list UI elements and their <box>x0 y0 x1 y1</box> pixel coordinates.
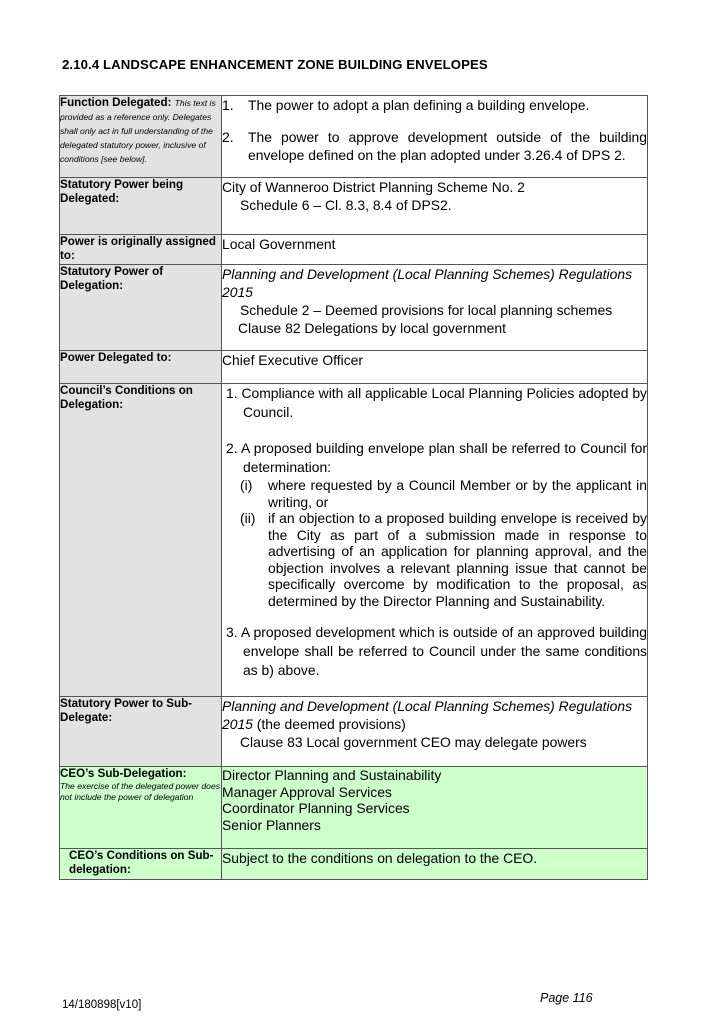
sub-item-number: (ii) <box>240 510 256 526</box>
function-label-cell <box>60 96 222 178</box>
conditions-label: Council’s Conditions on Delegation: <box>60 384 222 697</box>
row-council-conditions <box>60 384 648 697</box>
page-number: Page 116 <box>540 991 593 1005</box>
row-power-delegated-to <box>60 351 648 384</box>
originally-assigned-label: Power is originally assigned to: <box>60 235 222 265</box>
sub-delegate-label: Statutory Power to Sub-Delegate: <box>60 697 222 767</box>
sub-delegate-item: Manager Approval Services <box>222 783 392 800</box>
ceo-sub-note: The exercise of the delegated power does not include the power of delegation <box>60 781 221 803</box>
function-label: Function Delegated: <box>60 96 172 109</box>
ceo-conditions-label: CEO’s Conditions on Sub-delegation: <box>60 849 222 880</box>
conditions-value-cell <box>222 384 648 697</box>
sub-item-text: where requested by a Council Member or by the applicant in writing, or <box>268 477 647 510</box>
clause-line: Clause 82 Delegations by local government <box>238 320 506 336</box>
condition-2-sub-item <box>240 510 647 609</box>
row-sub-delegate-power <box>60 697 648 767</box>
delegated-to-value: Chief Executive Officer <box>222 351 648 384</box>
item-number: 1. <box>222 97 234 113</box>
ceo-conditions-value: Subject to the conditions on delegation to the CEO. <box>222 849 648 880</box>
delegated-to-label: Power Delegated to: <box>60 351 222 384</box>
condition-2: 2. A proposed building envelope plan shall be referred to Council for determination: <box>226 440 647 475</box>
regulation-title: Planning and Development (Local Planning Schemes) Regulations 2015 <box>222 266 633 300</box>
delegation-table <box>59 95 648 880</box>
function-item <box>222 128 647 164</box>
sub-delegate-regulation <box>222 697 647 733</box>
sub-delegate-item: Senior Planners <box>222 816 321 833</box>
item-text: The power to approve development outside of the building envelope defined on the plan adopted under 3.26.4 of DPS 2. <box>248 129 647 163</box>
sub-delegate-value-cell <box>222 697 648 767</box>
function-item <box>222 96 647 114</box>
sub-delegate-item: Director Planning and Sustainability <box>222 767 442 783</box>
ceo-sub-value-cell <box>222 767 648 849</box>
ceo-sub-label-cell <box>60 767 222 849</box>
condition-1: 1. Compliance with all applicable Local Planning Policies adopted by Council. <box>226 385 647 420</box>
regulation-title: Planning and Development (Local Planning Schemes) Regulations 2015 <box>222 698 633 732</box>
statutory-power-label: Statutory Power being Delegated: <box>60 178 222 235</box>
row-originally-assigned <box>60 235 648 265</box>
scheme-name: City of Wanneroo District Planning Scheme No. 2 <box>222 179 525 195</box>
power-of-delegation-value-cell <box>222 265 648 351</box>
section-heading: 2.10.4 LANDSCAPE ENHANCEMENT ZONE BUILDING ENVELOPES <box>62 57 488 72</box>
regulation-suffix: (the deemed provisions) <box>252 716 406 732</box>
schedule-line: Schedule 2 – Deemed provisions for local planning schemes <box>240 302 613 318</box>
clause-line: Clause 83 Local government CEO may delegate powers <box>240 734 587 750</box>
ceo-sub-label: CEO’s Sub-Delegation: <box>60 767 187 780</box>
condition-3: 3. A proposed development which is outside of an approved building envelope shall be referred to Council under the same conditions as b) above. <box>226 624 647 678</box>
row-ceo-conditions <box>60 849 648 880</box>
function-value-cell <box>222 96 648 178</box>
scheme-clause: Schedule 6 – Cl. 8.3, 8.4 of DPS2. <box>240 197 452 213</box>
function-note: This text is provided as a reference only. Delegates shall only act in full understanding of the delegated statutory power, inclusive of conditions [see below]. <box>60 98 216 164</box>
row-ceo-sub-delegation <box>60 767 648 849</box>
document-reference: 14/180898[v10] <box>62 999 142 1011</box>
originally-assigned-value: Local Government <box>222 235 648 265</box>
row-power-of-delegation <box>60 265 648 351</box>
row-statutory-power <box>60 178 648 235</box>
sub-item-number: (i) <box>240 477 253 493</box>
statutory-power-value-cell <box>222 178 648 235</box>
power-of-delegation-label: Statutory Power of Delegation: <box>60 265 222 351</box>
row-function-delegated <box>60 96 648 178</box>
sub-delegate-item: Coordinator Planning Services <box>222 800 410 816</box>
item-text: The power to adopt a plan defining a building envelope. <box>248 97 590 113</box>
item-number: 2. <box>222 129 234 145</box>
condition-2-sub-item <box>240 477 647 510</box>
sub-item-text: if an objection to a proposed building envelope is received by the City as part of a submission made in response to advertising of an application for planning approval, and the objection involves a relevant planning issue that cannot be specifically overcome by modification to the proposal, as determined by the Director Planning and Sustainability. <box>268 510 647 609</box>
